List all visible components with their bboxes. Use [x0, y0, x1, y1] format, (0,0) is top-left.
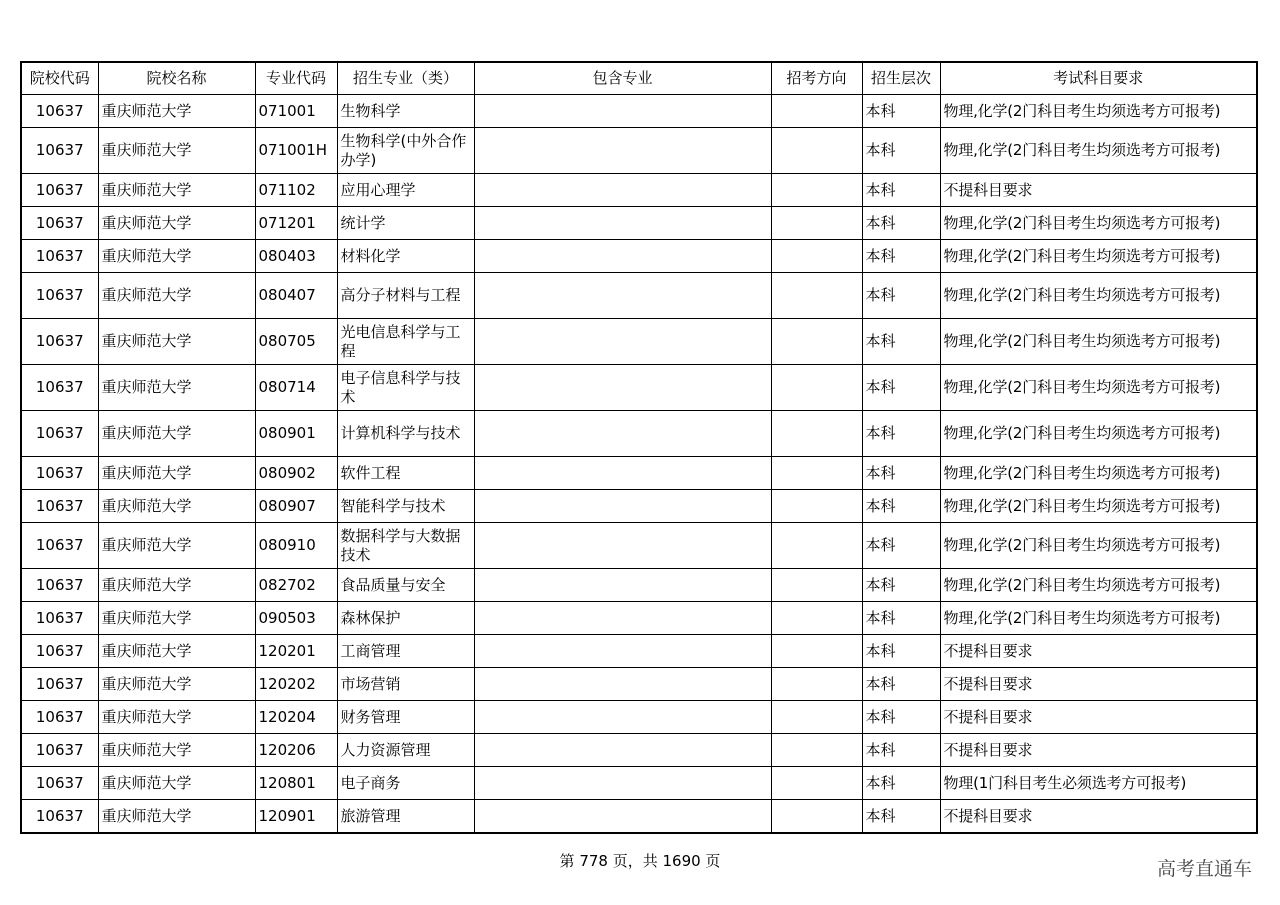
direction-cell	[771, 800, 862, 834]
major-cell: 工商管理	[337, 635, 474, 668]
major-code-cell: 090503	[255, 602, 337, 635]
header-major: 招生专业（类）	[337, 62, 474, 95]
table-row	[21, 174, 1257, 207]
exam-cell: 物理,化学(2门科目考生均须选考方可报考)	[940, 411, 1257, 457]
includes-cell	[474, 602, 771, 635]
major-code-cell: 120206	[255, 734, 337, 767]
includes-cell	[474, 635, 771, 668]
major-code-cell: 080407	[255, 273, 337, 319]
level-cell: 本科	[862, 95, 940, 128]
header-school-code: 院校代码	[21, 62, 98, 95]
admission-table	[20, 61, 1258, 834]
school-code-cell: 10637	[21, 523, 98, 569]
school-code-cell: 10637	[21, 457, 98, 490]
table-row	[21, 319, 1257, 365]
direction-cell	[771, 457, 862, 490]
table-row	[21, 602, 1257, 635]
table-row	[21, 701, 1257, 734]
school-name-cell: 重庆师范大学	[98, 602, 255, 635]
major-cell: 电子信息科学与技术	[337, 365, 474, 411]
includes-cell	[474, 319, 771, 365]
exam-cell: 物理,化学(2门科目考生均须选考方可报考)	[940, 569, 1257, 602]
exam-cell: 物理,化学(2门科目考生均须选考方可报考)	[940, 95, 1257, 128]
table-row	[21, 128, 1257, 174]
table-row	[21, 240, 1257, 273]
major-cell: 旅游管理	[337, 800, 474, 834]
table-row	[21, 365, 1257, 411]
table-row	[21, 490, 1257, 523]
level-cell: 本科	[862, 240, 940, 273]
direction-cell	[771, 767, 862, 800]
includes-cell	[474, 273, 771, 319]
level-cell: 本科	[862, 490, 940, 523]
major-code-cell: 082702	[255, 569, 337, 602]
major-code-cell: 080910	[255, 523, 337, 569]
exam-cell: 不提科目要求	[940, 734, 1257, 767]
major-cell: 软件工程	[337, 457, 474, 490]
level-cell: 本科	[862, 569, 940, 602]
table-row	[21, 207, 1257, 240]
school-code-cell: 10637	[21, 128, 98, 174]
includes-cell	[474, 128, 771, 174]
school-name-cell: 重庆师范大学	[98, 800, 255, 834]
direction-cell	[771, 365, 862, 411]
school-name-cell: 重庆师范大学	[98, 767, 255, 800]
watermark: 高考直通车	[1156, 858, 1252, 880]
direction-cell	[771, 602, 862, 635]
school-code-cell: 10637	[21, 207, 98, 240]
major-cell: 应用心理学	[337, 174, 474, 207]
exam-cell: 物理,化学(2门科目考生均须选考方可报考)	[940, 273, 1257, 319]
major-code-cell: 080403	[255, 240, 337, 273]
school-code-cell: 10637	[21, 240, 98, 273]
school-code-cell: 10637	[21, 273, 98, 319]
school-name-cell: 重庆师范大学	[98, 635, 255, 668]
header-school-name: 院校名称	[98, 62, 255, 95]
exam-cell: 物理,化学(2门科目考生均须选考方可报考)	[940, 128, 1257, 174]
exam-cell: 物理,化学(2门科目考生均须选考方可报考)	[940, 523, 1257, 569]
direction-cell	[771, 207, 862, 240]
includes-cell	[474, 174, 771, 207]
exam-cell: 物理,化学(2门科目考生均须选考方可报考)	[940, 602, 1257, 635]
school-name-cell: 重庆师范大学	[98, 207, 255, 240]
school-name-cell: 重庆师范大学	[98, 319, 255, 365]
school-code-cell: 10637	[21, 734, 98, 767]
school-name-cell: 重庆师范大学	[98, 174, 255, 207]
major-cell: 计算机科学与技术	[337, 411, 474, 457]
includes-cell	[474, 457, 771, 490]
includes-cell	[474, 668, 771, 701]
direction-cell	[771, 523, 862, 569]
table-row	[21, 767, 1257, 800]
major-code-cell: 080907	[255, 490, 337, 523]
direction-cell	[771, 734, 862, 767]
school-code-cell: 10637	[21, 569, 98, 602]
major-code-cell: 120204	[255, 701, 337, 734]
major-cell: 材料化学	[337, 240, 474, 273]
major-cell: 市场营销	[337, 668, 474, 701]
school-code-cell: 10637	[21, 411, 98, 457]
exam-cell: 物理,化学(2门科目考生均须选考方可报考)	[940, 490, 1257, 523]
school-name-cell: 重庆师范大学	[98, 457, 255, 490]
includes-cell	[474, 523, 771, 569]
school-code-cell: 10637	[21, 365, 98, 411]
includes-cell	[474, 207, 771, 240]
level-cell: 本科	[862, 767, 940, 800]
major-code-cell: 080901	[255, 411, 337, 457]
exam-cell: 物理,化学(2门科目考生均须选考方可报考)	[940, 319, 1257, 365]
header-exam: 考试科目要求	[940, 62, 1257, 95]
header-includes: 包含专业	[474, 62, 771, 95]
school-name-cell: 重庆师范大学	[98, 490, 255, 523]
major-code-cell: 071001H	[255, 128, 337, 174]
level-cell: 本科	[862, 523, 940, 569]
level-cell: 本科	[862, 207, 940, 240]
exam-cell: 不提科目要求	[940, 174, 1257, 207]
includes-cell	[474, 767, 771, 800]
direction-cell	[771, 569, 862, 602]
direction-cell	[771, 668, 862, 701]
table-header-row	[21, 62, 1257, 95]
school-name-cell: 重庆师范大学	[98, 523, 255, 569]
school-code-cell: 10637	[21, 800, 98, 834]
level-cell: 本科	[862, 128, 940, 174]
direction-cell	[771, 240, 862, 273]
school-code-cell: 10637	[21, 602, 98, 635]
includes-cell	[474, 734, 771, 767]
school-code-cell: 10637	[21, 174, 98, 207]
major-cell: 生物科学	[337, 95, 474, 128]
school-name-cell: 重庆师范大学	[98, 240, 255, 273]
school-code-cell: 10637	[21, 767, 98, 800]
exam-cell: 不提科目要求	[940, 668, 1257, 701]
major-code-cell: 120202	[255, 668, 337, 701]
major-code-cell: 120801	[255, 767, 337, 800]
header-direction: 招考方向	[771, 62, 862, 95]
school-code-cell: 10637	[21, 319, 98, 365]
major-code-cell: 071001	[255, 95, 337, 128]
major-cell: 电子商务	[337, 767, 474, 800]
direction-cell	[771, 174, 862, 207]
school-name-cell: 重庆师范大学	[98, 365, 255, 411]
school-code-cell: 10637	[21, 490, 98, 523]
level-cell: 本科	[862, 602, 940, 635]
table-row	[21, 273, 1257, 319]
exam-cell: 不提科目要求	[940, 701, 1257, 734]
level-cell: 本科	[862, 701, 940, 734]
major-cell: 光电信息科学与工程	[337, 319, 474, 365]
exam-cell: 物理,化学(2门科目考生均须选考方可报考)	[940, 365, 1257, 411]
includes-cell	[474, 569, 771, 602]
includes-cell	[474, 800, 771, 834]
school-code-cell: 10637	[21, 95, 98, 128]
major-cell: 人力资源管理	[337, 734, 474, 767]
school-name-cell: 重庆师范大学	[98, 701, 255, 734]
school-name-cell: 重庆师范大学	[98, 668, 255, 701]
direction-cell	[771, 319, 862, 365]
direction-cell	[771, 701, 862, 734]
school-name-cell: 重庆师范大学	[98, 273, 255, 319]
level-cell: 本科	[862, 668, 940, 701]
level-cell: 本科	[862, 457, 940, 490]
major-cell: 高分子材料与工程	[337, 273, 474, 319]
level-cell: 本科	[862, 734, 940, 767]
table-row	[21, 800, 1257, 834]
level-cell: 本科	[862, 319, 940, 365]
direction-cell	[771, 128, 862, 174]
header-level: 招生层次	[862, 62, 940, 95]
includes-cell	[474, 95, 771, 128]
table-row	[21, 734, 1257, 767]
school-name-cell: 重庆师范大学	[98, 569, 255, 602]
header-major-code: 专业代码	[255, 62, 337, 95]
major-code-cell: 080705	[255, 319, 337, 365]
direction-cell	[771, 95, 862, 128]
table-row	[21, 569, 1257, 602]
includes-cell	[474, 490, 771, 523]
exam-cell: 物理,化学(2门科目考生均须选考方可报考)	[940, 240, 1257, 273]
direction-cell	[771, 273, 862, 319]
table-row	[21, 457, 1257, 490]
major-cell: 智能科学与技术	[337, 490, 474, 523]
school-name-cell: 重庆师范大学	[98, 411, 255, 457]
school-code-cell: 10637	[21, 668, 98, 701]
major-code-cell: 080902	[255, 457, 337, 490]
table-row	[21, 668, 1257, 701]
school-name-cell: 重庆师范大学	[98, 95, 255, 128]
major-code-cell: 120901	[255, 800, 337, 834]
level-cell: 本科	[862, 365, 940, 411]
major-cell: 生物科学(中外合作办学)	[337, 128, 474, 174]
direction-cell	[771, 635, 862, 668]
major-cell: 数据科学与大数据技术	[337, 523, 474, 569]
page-number: 第 778 页，共 1690 页	[559, 852, 721, 870]
major-cell: 财务管理	[337, 701, 474, 734]
includes-cell	[474, 365, 771, 411]
level-cell: 本科	[862, 800, 940, 834]
level-cell: 本科	[862, 411, 940, 457]
major-cell: 食品质量与安全	[337, 569, 474, 602]
includes-cell	[474, 240, 771, 273]
includes-cell	[474, 701, 771, 734]
exam-cell: 不提科目要求	[940, 635, 1257, 668]
major-code-cell: 080714	[255, 365, 337, 411]
exam-cell: 不提科目要求	[940, 800, 1257, 834]
major-code-cell: 071201	[255, 207, 337, 240]
school-code-cell: 10637	[21, 635, 98, 668]
school-code-cell: 10637	[21, 701, 98, 734]
major-cell: 森林保护	[337, 602, 474, 635]
exam-cell: 物理(1门科目考生必须选考方可报考)	[940, 767, 1257, 800]
school-name-cell: 重庆师范大学	[98, 128, 255, 174]
major-code-cell: 120201	[255, 635, 337, 668]
exam-cell: 物理,化学(2门科目考生均须选考方可报考)	[940, 457, 1257, 490]
school-name-cell: 重庆师范大学	[98, 734, 255, 767]
level-cell: 本科	[862, 273, 940, 319]
level-cell: 本科	[862, 174, 940, 207]
level-cell: 本科	[862, 635, 940, 668]
includes-cell	[474, 411, 771, 457]
table-row	[21, 523, 1257, 569]
table-row	[21, 95, 1257, 128]
table-row	[21, 635, 1257, 668]
table-row	[21, 411, 1257, 457]
direction-cell	[771, 490, 862, 523]
major-cell: 统计学	[337, 207, 474, 240]
exam-cell: 物理,化学(2门科目考生均须选考方可报考)	[940, 207, 1257, 240]
major-code-cell: 071102	[255, 174, 337, 207]
direction-cell	[771, 411, 862, 457]
